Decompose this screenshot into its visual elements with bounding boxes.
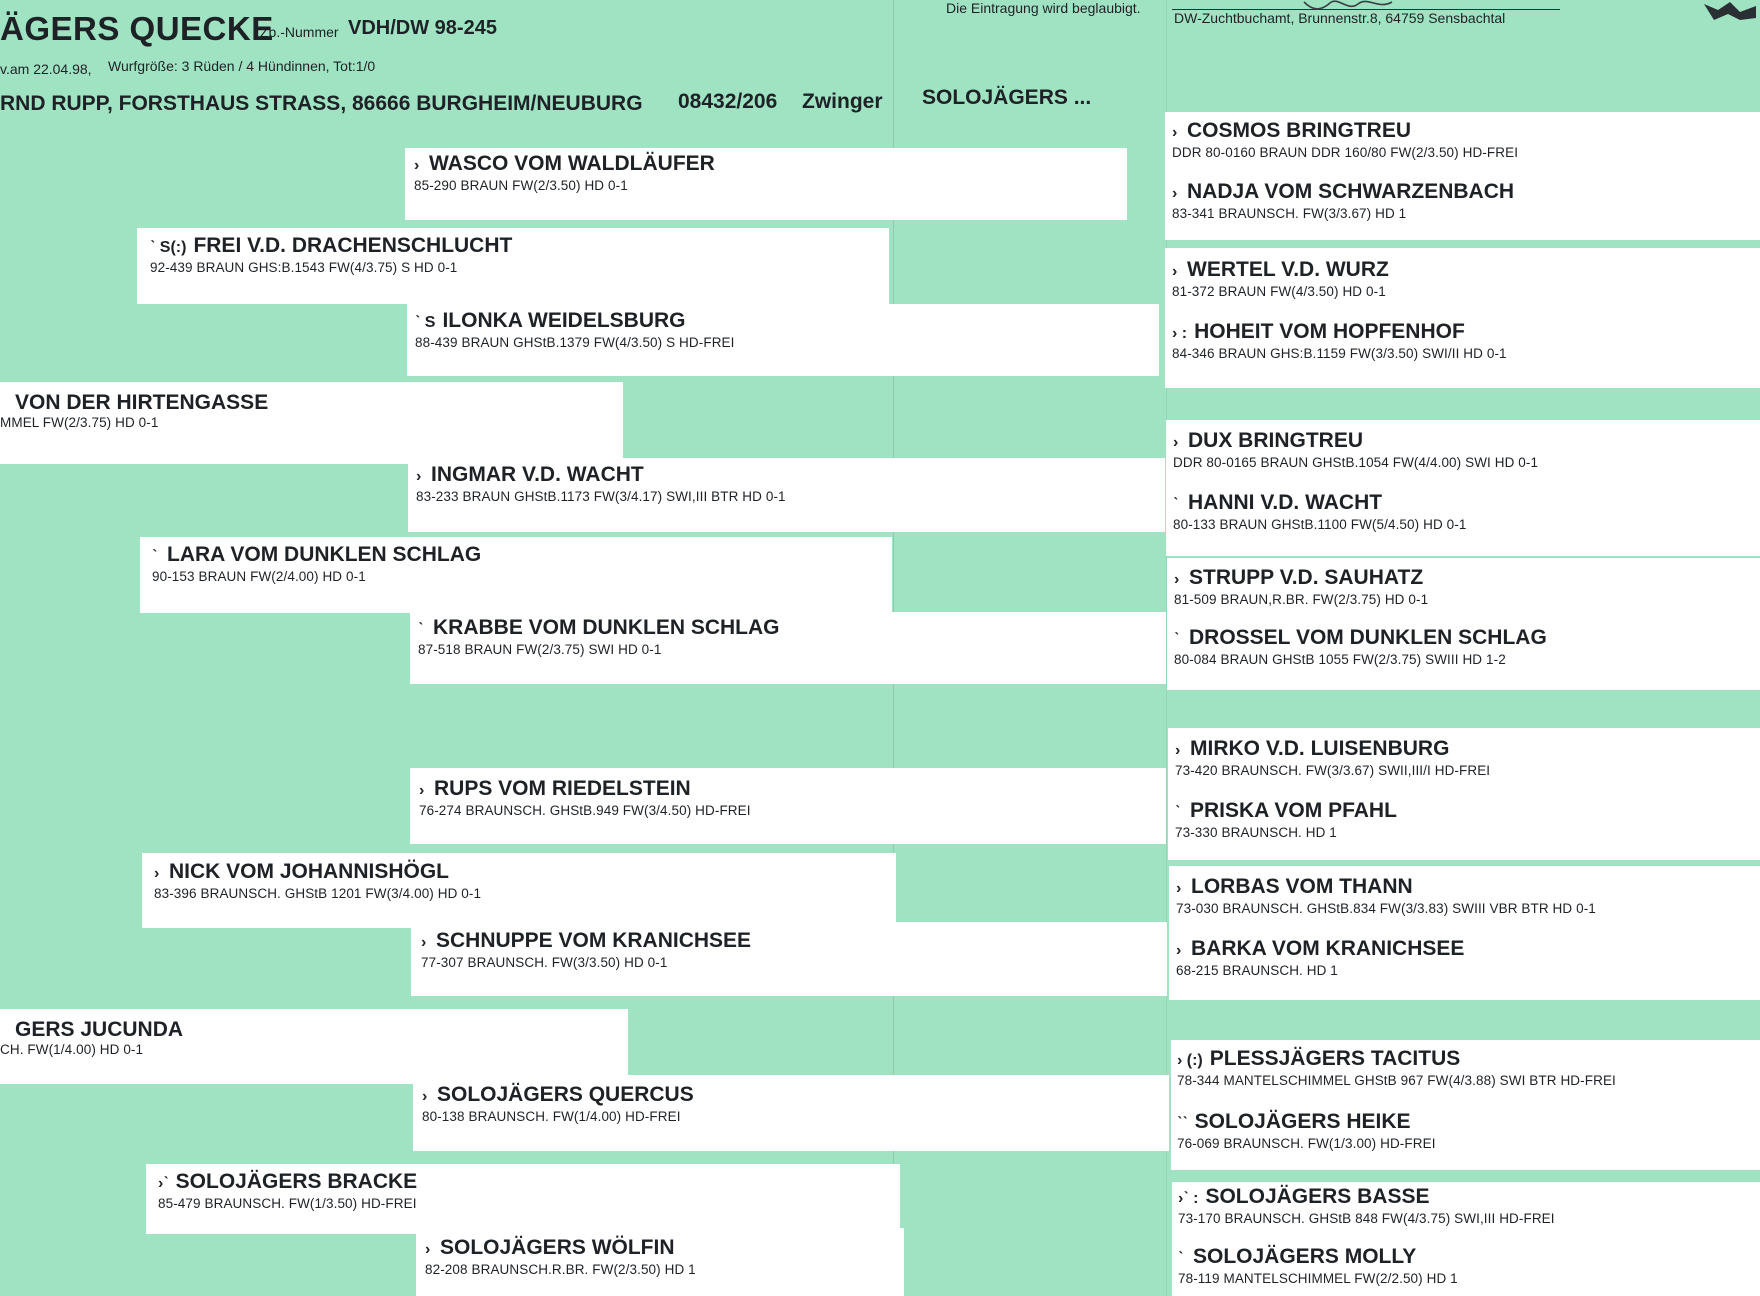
- entry-mark: ›: [416, 468, 422, 485]
- dog-name: SOLOJÄGERS BRACKE: [175, 1170, 418, 1193]
- dog-details: 76-274 BRAUNSCH. GHStB.949 FW(3/4.50) HD-FREI: [419, 803, 751, 818]
- dog-details: 73-170 BRAUNSCH. GHStB 848 FW(4/3.75) SWI,III HD-FREI: [1178, 1211, 1555, 1226]
- dog-name: DROSSEL VOM DUNKLEN SCHLAG: [1189, 626, 1547, 649]
- entry-mark: ˋ: [1178, 1250, 1184, 1267]
- zb-number-label: Zb.-Nummer: [260, 24, 339, 40]
- pedigree-entry-gen4: [1173, 491, 1466, 533]
- dog-name: NICK VOM JOHANNISHÖGL: [169, 860, 450, 883]
- dog-name: SOLOJÄGERS WÖLFIN: [440, 1236, 675, 1259]
- dog-name: WERTEL V.D. WURZ: [1187, 258, 1389, 281]
- pedigree-entry-gen4: [1176, 875, 1596, 917]
- dog-name: PRISKA VOM PFAHL: [1190, 799, 1397, 822]
- pedigree-entry-gen3: [425, 1236, 696, 1278]
- dog-name: WASCO VOM WALDLÄUFER: [429, 152, 715, 175]
- pedigree-entry-gen4: [1177, 1110, 1436, 1152]
- dog-name: SOLOJÄGERS QUERCUS: [437, 1083, 694, 1106]
- dog-name: SCHNUPPE VOM KRANICHSEE: [436, 929, 752, 952]
- pedigree-entry-gen3: [418, 616, 780, 658]
- dog-details: 81-372 BRAUN FW(4/3.50) HD 0-1: [1172, 284, 1386, 299]
- dog-details: 78-119 MANTELSCHIMMEL FW(2/2.50) HD 1: [1178, 1271, 1458, 1286]
- entry-mark: ˋ: [152, 548, 158, 565]
- entry-mark: ›: [422, 1088, 428, 1105]
- dog-name: STRUPP V.D. SAUHATZ: [1189, 566, 1424, 589]
- pedigree-entry-gen1: [0, 391, 268, 431]
- dog-details: 88-439 BRAUN GHStB.1379 FW(4/3.50) S HD-FREI: [415, 335, 735, 350]
- pedigree-entry-gen4: [1174, 626, 1547, 668]
- dog-name: SOLOJÄGERS HEIKE: [1194, 1110, 1411, 1133]
- pedigree-entry-gen4: [1172, 258, 1389, 300]
- pedigree-entry-gen4: [1177, 1047, 1616, 1089]
- dog-details: 80-138 BRAUNSCH. FW(1/4.00) HD-FREI: [422, 1109, 681, 1124]
- dog-details: DDR 80-0165 BRAUN GHStB.1054 FW(4/4.00) SWI HD 0-1: [1173, 455, 1539, 470]
- pedigree-entry-gen1: [0, 1018, 183, 1058]
- dog-name: BARKA VOM KRANICHSEE: [1191, 937, 1465, 960]
- pedigree-entry-gen3: [421, 929, 751, 971]
- dog-details: 76-069 BRAUNSCH. FW(1/3.00) HD-FREI: [1177, 1136, 1436, 1151]
- dog-details: 80-084 BRAUN GHStB 1055 FW(2/3.75) SWIII HD 1-2: [1174, 652, 1506, 667]
- pedigree-entry-gen2: [158, 1170, 417, 1212]
- signature-scribble: [1300, 0, 1410, 14]
- dog-details: 77-307 BRAUNSCH. FW(3/3.50) HD 0-1: [421, 955, 668, 970]
- kennel-name: SOLOJÄGERS ...: [922, 86, 1092, 109]
- dog-name: FREI V.D. DRACHENSCHLUCHT: [193, 234, 513, 257]
- dog-name: SOLOJÄGERS MOLLY: [1193, 1245, 1417, 1268]
- dog-details: 92-439 BRAUN GHS:B.1543 FW(4/3.75) S HD 0-1: [150, 260, 458, 275]
- pedigree-entry-gen2: [150, 234, 512, 276]
- entry-mark: ›: [425, 1241, 431, 1258]
- dog-name: DUX BRINGTREU: [1188, 429, 1364, 452]
- dog-details: DDR 80-0160 BRAUN DDR 160/80 FW(2/3.50) HD-FREI: [1172, 145, 1519, 160]
- dog-details: 83-233 BRAUN GHStB.1173 FW(3/4.17) SWI,III BTR HD 0-1: [416, 489, 786, 504]
- dog-details: 84-346 BRAUN GHS:B.1159 FW(3/3.50) SWI/II HD 0-1: [1172, 346, 1507, 361]
- entry-mark: › (:): [1177, 1052, 1203, 1069]
- dog-details: 87-518 BRAUN FW(2/3.75) SWI HD 0-1: [418, 642, 662, 657]
- pedigree-entry-gen4: [1175, 799, 1397, 841]
- kennel-label: Zwinger: [802, 90, 883, 113]
- pedigree-entry-gen3: [415, 309, 735, 351]
- entry-mark: ›: [1174, 571, 1180, 588]
- entry-mark: ›: [1172, 263, 1178, 280]
- litter-info: Wurfgröße: 3 Rüden / 4 Hündinnen, Tot:1/0: [108, 58, 376, 74]
- entry-mark: ˋˋ: [1177, 1115, 1188, 1132]
- dog-details: 85-479 BRAUNSCH. FW(1/3.50) HD-FREI: [158, 1196, 417, 1211]
- dog-details: MMEL FW(2/3.75) HD 0-1: [0, 415, 159, 430]
- entry-mark: ˋ: [418, 621, 424, 638]
- entry-mark: ›: [421, 934, 427, 951]
- dog-details: 83-396 BRAUNSCH. GHStB 1201 FW(3/4.00) HD 0-1: [154, 886, 482, 901]
- dog-name: COSMOS BRINGTREU: [1187, 119, 1412, 142]
- dog-name: HOHEIT VOM HOPFENHOF: [1194, 320, 1465, 343]
- dog-details: 68-215 BRAUNSCH. HD 1: [1176, 963, 1338, 978]
- entry-mark: ›: [1175, 742, 1181, 759]
- dog-details: 73-420 BRAUNSCH. FW(3/3.67) SWII,III/I HD-FREI: [1175, 763, 1491, 778]
- dog-details: 78-344 MANTELSCHIMMEL GHStB 967 FW(4/3.88) SWI BTR HD-FREI: [1177, 1073, 1616, 1088]
- dog-name: PLESSJÄGERS TACITUS: [1209, 1047, 1461, 1070]
- entry-mark: ˋ S: [415, 314, 436, 331]
- entry-mark: ›ˋ :: [1178, 1190, 1199, 1207]
- dog-name: VON DER HIRTENGASSE: [15, 391, 269, 414]
- entry-mark: ›ˋ: [158, 1175, 169, 1192]
- entry-mark: ›: [1172, 185, 1178, 202]
- entry-mark: ˋ: [1175, 804, 1181, 821]
- dog-name: GERS JUCUNDA: [15, 1018, 184, 1041]
- pedigree-entry-gen3: [416, 463, 786, 505]
- pedigree-entry-gen2: [152, 543, 481, 585]
- breeder-line: RND RUPP, FORSTHAUS STRASS, 86666 BURGHEIM/NEUBURG: [0, 92, 643, 115]
- dog-name: LARA VOM DUNKLEN SCHLAG: [167, 543, 482, 566]
- dog-details: CH. FW(1/4.00) HD 0-1: [0, 1042, 144, 1057]
- entry-mark: ›: [1176, 942, 1182, 959]
- pedigree-entry-gen2: [154, 860, 481, 902]
- dog-name: HANNI V.D. WACHT: [1188, 491, 1383, 514]
- pedigree-entry-gen3: [419, 777, 751, 819]
- pedigree-entry-gen4: [1178, 1245, 1458, 1287]
- pedigree-entry-gen4: [1174, 566, 1428, 608]
- certification-note: Die Eintragung wird beglaubigt.: [946, 0, 1141, 16]
- birth-info: v.am 22.04.98,: [0, 61, 92, 77]
- dog-name: ILONKA WEIDELSBURG: [442, 309, 686, 332]
- stamp-mark: [1700, 0, 1760, 22]
- entry-mark: ›: [1173, 434, 1179, 451]
- pedigree-entry-gen4: [1175, 737, 1490, 779]
- dog-name: KRABBE VOM DUNKLEN SCHLAG: [433, 616, 780, 639]
- entry-mark: ›: [154, 865, 160, 882]
- dog-details: 85-290 BRAUN FW(2/3.50) HD 0-1: [414, 178, 628, 193]
- dog-name: INGMAR V.D. WACHT: [431, 463, 644, 486]
- dog-details: 83-341 BRAUNSCH. FW(3/3.67) HD 1: [1172, 206, 1407, 221]
- entry-mark: ›: [1172, 124, 1178, 141]
- pedigree-entry-gen4: [1172, 119, 1518, 161]
- dog-details: 73-330 BRAUNSCH. HD 1: [1175, 825, 1337, 840]
- dog-name: SOLOJÄGERS BASSE: [1205, 1185, 1430, 1208]
- dog-name: MIRKO V.D. LUISENBURG: [1190, 737, 1450, 760]
- pedigree-entry-gen4: [1176, 937, 1464, 979]
- entry-mark: › :: [1172, 325, 1188, 342]
- pedigree-entry-gen4: [1172, 180, 1514, 222]
- pedigree-entry-gen4: [1178, 1185, 1555, 1227]
- entry-mark: ˋ: [1174, 631, 1180, 648]
- zb-number: VDH/DW 98-245: [348, 17, 497, 39]
- entry-mark: ˋ: [1173, 496, 1179, 513]
- entry-mark: ›: [414, 157, 420, 174]
- dog-details: 73-030 BRAUNSCH. GHStB.834 FW(3/3.83) SWIII VBR BTR HD 0-1: [1176, 901, 1596, 916]
- pedigree-entry-gen3: [414, 152, 715, 194]
- entry-mark: ›: [1176, 880, 1182, 897]
- dog-name: NADJA VOM SCHWARZENBACH: [1187, 180, 1515, 203]
- dog-details: 81-509 BRAUN,R.BR. FW(2/3.75) HD 0-1: [1174, 592, 1429, 607]
- pedigree-entry-gen3: [422, 1083, 694, 1125]
- entry-mark: ›: [419, 782, 425, 799]
- dog-name: LORBAS VOM THANN: [1191, 875, 1413, 898]
- dog-name: RUPS VOM RIEDELSTEIN: [434, 777, 691, 800]
- document-title: ÄGERS QUECKE: [0, 10, 274, 47]
- dog-details: 82-208 BRAUNSCH.R.BR. FW(2/3.50) HD 1: [425, 1262, 696, 1277]
- breeder-phone: 08432/206: [678, 90, 778, 113]
- pedigree-entry-gen4: [1173, 429, 1538, 471]
- dog-details: 90-153 BRAUN FW(2/4.00) HD 0-1: [152, 569, 366, 584]
- dog-details: 80-133 BRAUN GHStB.1100 FW(5/4.50) HD 0-1: [1173, 517, 1467, 532]
- entry-mark: ˋ S(:): [150, 239, 187, 256]
- pedigree-entry-gen4: [1172, 320, 1507, 362]
- registry-address: DW-Zuchtbuchamt, Brunnenstr.8, 64759 Sensbachtal: [1174, 10, 1506, 26]
